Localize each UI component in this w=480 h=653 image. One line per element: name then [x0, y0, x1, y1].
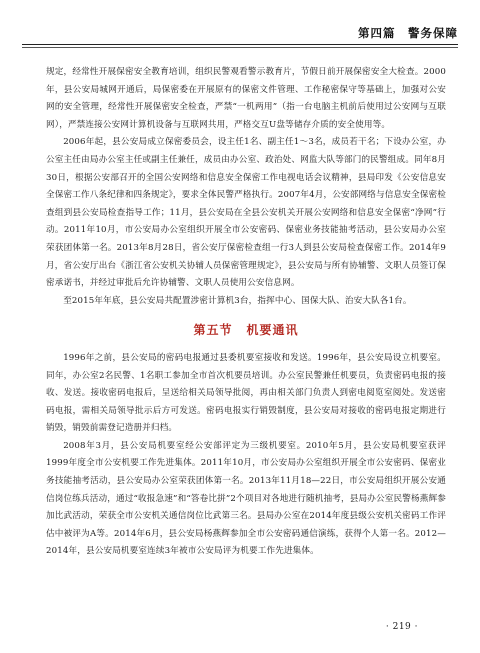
- body-text: [46, 64, 446, 561]
- section-heading: [46, 322, 446, 340]
- header-rule-thin: [22, 47, 458, 48]
- paragraph: 2008年3月，县公安局机要室经公安部评定为三级机要室。2010年5月，县公安局机要室获评1999年度全市公安机要工作先进集体。2011年10月，市公安局办公室组织开展全市公安密码、保密业务技能抽考活动，县公安局办公室荣获团体第一名。2013年11月18—22日，市公安局组织开展公安通信岗位练兵活动，通过“收报急速”和“答卷比拼”2个项目对各地进行随机抽考，县局办公室民警杨燕辉参加比武活动，荣获全市公安机关通信岗位比武第三名。县局办公室在2014年度县级公安机关密码工作评估中被评为A等。2014年6月，县公安局杨燕辉参加全市公安密码通信演练，获得个人第一名。2012—2014年，县公安局机要室连续3年被市公安局评为机要工作先进集体。: [46, 440, 446, 557]
- paragraph: 1996年之前，县公安局的密码电报通过县委机要室接收和发送。1996年，县公安局设立机要室。同年，办公室2名民警、1名职工参加全市首次机要员培训。办公室民警兼任机要员，负责密码电报的接收、发送。接收密码电报后，呈送给相关局领导批阅，再由相关部门负责人到密电阅览室阅处。发送密码电报，需相关局领导批示后方可发送。密码电报实行销毁制度，县公安局对接收的密码电报定期进行销毁，销毁前需登记造册并归档。: [46, 352, 446, 434]
- page-number: · 219 ·: [385, 622, 418, 632]
- paragraph: 2006年起，县公安局成立保密委员会，设主任1名、副主任1～3名，成员若干名；下设办公室，办公室主任由局办公室主任或副主任兼任，成员由办公室、政治处、网监大队等部门的民警组成。同年8月30日，根据公安部召开的全国公安网络和信息安全保密工作电视电话会议精神，县局印发《公安信息安全保密工作八条纪律和四条规定》，要求全体民警严格执行。2007年4月，公安部网络与信息安全保密检查组到县公安局检查指导工作；11月，县公安局在全县公安机关开展公安网络和信息安全保密“净网”行动。2011年10月，市公安局办公室组织开展全市公安密码、保密业务技能抽考活动，县公安局办公室荣获团体第一名。2013年8月28日，省公安厅保密检查组一行3人到县公安局检查保密工作。2014年9月，省公安厅出台《浙江省公安机关协辅人员保密管理规定》，县公安局与所有协辅警、文职人员签订保密承诺书，并经过审批后允许协辅警、文职人员使用公安信息网。: [46, 137, 446, 289]
- paragraph: 至2015年年底，县公安局共配置涉密计算机3台，指挥中心、国保大队、治安大队各1台。: [63, 295, 412, 306]
- section-number: 第五节: [193, 323, 233, 338]
- header-rule: [22, 44, 458, 45]
- chapter-title: 第四篇 警务保障: [358, 26, 458, 40]
- section-title: 机要通讯: [246, 323, 299, 338]
- running-header: [22, 25, 458, 47]
- paragraph: 规定，经常性开展保密安全教育培训，组织民警观看警示教育片，节假日前开展保密安全大检查。2000年，县公安局城网开通后，局保密委在开展原有的保密文件管理、工作秘密保守等基础上，加强对公安网的安全管理，经常性开展保密安全检查，严禁“一机两用”（指一台电脑主机前后使用过公安网与互联网），严禁连接公安网计算机设备与互联网共用，严格交互U盘等储存介质的安全使用等。: [46, 67, 446, 130]
